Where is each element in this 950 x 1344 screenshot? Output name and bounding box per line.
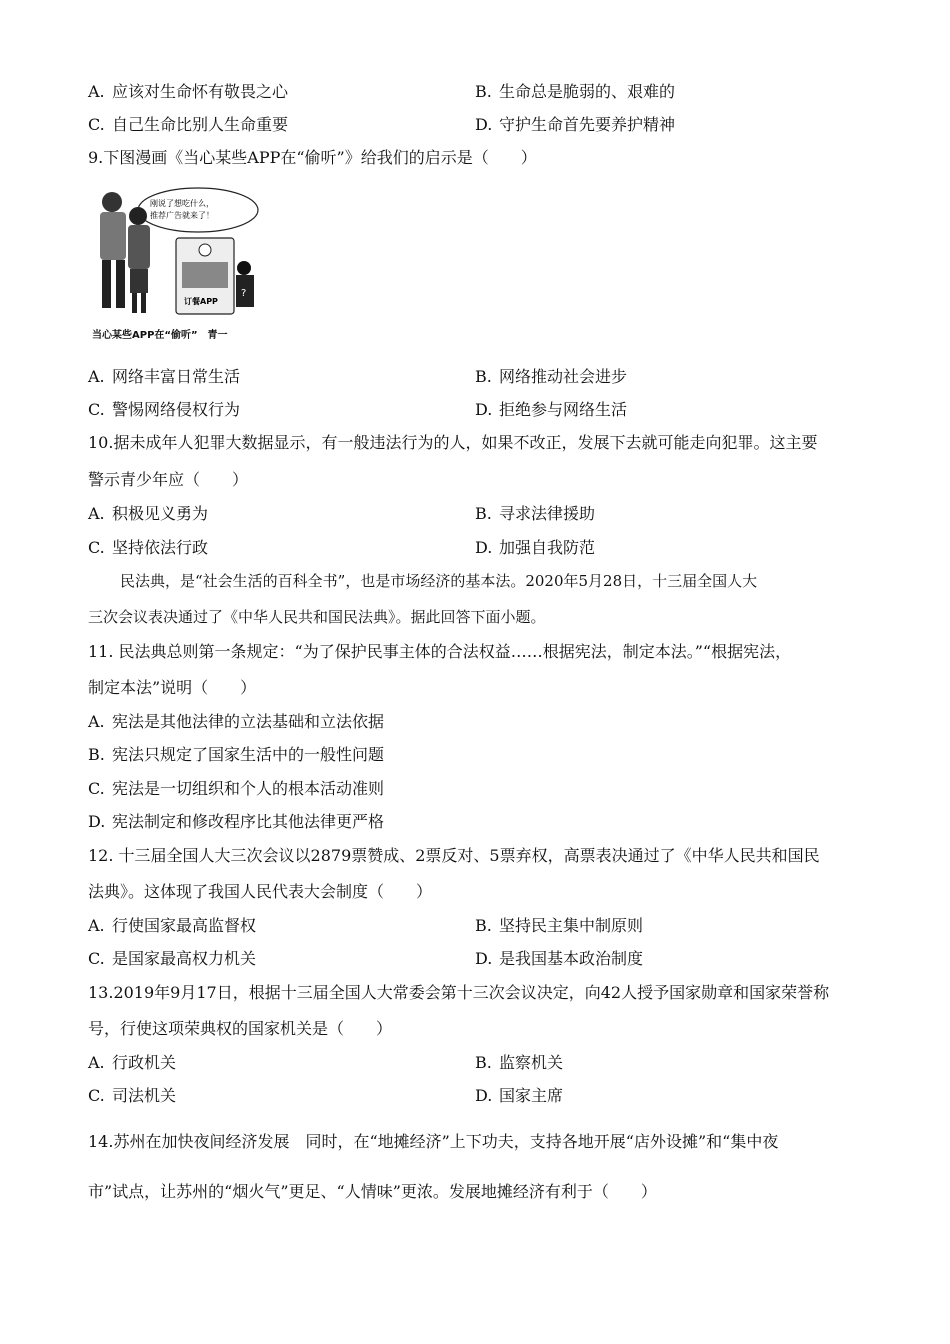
q9-option-a [88, 367, 240, 387]
q12-stem-line-2: 法典》。这体现了我国人民代表大会制度（ ） [88, 882, 433, 901]
option-text: 应该对生命怀有敬畏之心 [112, 82, 289, 101]
q11-option-d [88, 812, 384, 832]
bubble-text-2: 推荐广告就来了！ [150, 211, 214, 220]
q11-option-a [88, 712, 384, 732]
q12-option-a [88, 916, 256, 936]
option-text: 拒绝参与网络生活 [499, 400, 628, 419]
q13-option-a [88, 1053, 176, 1073]
option-letter: C. [88, 1086, 105, 1105]
passage-line-2: 三次会议表决通过了《中华人民共和国民法典》。据此回答下面小题。 [88, 608, 546, 626]
option-text: 国家主席 [499, 1086, 564, 1105]
option-letter: D. [475, 115, 493, 134]
option-text: 生命总是脆弱的、艰难的 [499, 82, 676, 101]
q8-option-a [88, 82, 288, 102]
option-text: 加强自我防范 [499, 538, 596, 557]
option-letter: B. [475, 1053, 492, 1072]
q11-option-b [88, 745, 384, 765]
q10-option-d [475, 538, 595, 558]
option-text: 网络丰富日常生活 [112, 367, 241, 386]
option-text: 宪法只规定了国家生活中的一般性问题 [112, 745, 385, 764]
option-text: 宪法是其他法律的立法基础和立法依据 [112, 712, 385, 731]
q8-option-c [88, 115, 288, 135]
q10-option-a [88, 504, 208, 524]
option-text: 自己生命比别人生命重要 [112, 115, 289, 134]
option-letter: C. [88, 400, 105, 419]
option-letter: A. [88, 712, 105, 731]
q10-option-c [88, 538, 208, 558]
option-letter: D. [475, 1086, 493, 1105]
bubble-text-1: 刚说了想吃什么， [150, 199, 214, 208]
option-text: 行政机关 [112, 1053, 177, 1072]
option-text: 寻求法律援助 [499, 504, 596, 523]
option-text: 行使国家最高监督权 [112, 916, 257, 935]
option-text: 积极见义勇为 [112, 504, 209, 523]
option-text: 司法机关 [112, 1086, 177, 1105]
q12-option-d [475, 949, 643, 969]
option-letter: A. [88, 916, 105, 935]
option-text: 是我国基本政治制度 [499, 949, 644, 968]
option-letter: A. [88, 504, 105, 523]
option-text: 坚持依法行政 [112, 538, 209, 557]
app-label: 订餐APP [184, 297, 218, 306]
q14-stem-line-2: 市”试点，让苏州的“烟火气”更足、“人情味”更浓。发展地摊经济有利于（ ） [88, 1182, 657, 1201]
q9-option-b [475, 367, 627, 387]
option-letter: C. [88, 949, 105, 968]
q13-option-c [88, 1086, 176, 1106]
option-letter: B. [88, 745, 105, 764]
option-text: 监察机关 [499, 1053, 564, 1072]
option-letter: D. [475, 949, 493, 968]
q12-option-b [475, 916, 643, 936]
option-letter: B. [475, 82, 492, 101]
option-letter: B. [475, 504, 492, 523]
option-letter: D. [475, 538, 493, 557]
q13-option-b [475, 1053, 563, 1073]
q9-cartoon-image [88, 182, 264, 342]
cartoon-caption: 当心某些APP在“偷听” 青一 [92, 330, 228, 341]
option-text: 宪法制定和修改程序比其他法律更严格 [112, 812, 385, 831]
option-text: 是国家最高权力机关 [112, 949, 257, 968]
q9-option-d [475, 400, 627, 420]
q10-stem-line-1: 10.据未成年人犯罪大数据显示，有一般违法行为的人，如果不改正，发展下去就可能走向犯罪。这主要 [88, 433, 818, 452]
option-letter: D. [88, 812, 106, 831]
q10-option-b [475, 504, 595, 524]
option-text: 警惕网络侵权行为 [112, 400, 241, 419]
option-letter: B. [475, 367, 492, 386]
q8-option-b [475, 82, 675, 102]
option-text: 守护生命首先要养护精神 [499, 115, 676, 134]
q10-stem-line-2: 警示青少年应（ ） [88, 470, 249, 489]
q12-option-c [88, 949, 256, 969]
q13-stem-line-2: 号，行使这项荣典权的国家机关是（ ） [88, 1019, 393, 1038]
option-letter: C. [88, 115, 105, 134]
q13-stem-line-1: 13.2019年9月17日，根据十三届全国人大常委会第十三次会议决定，向42人授予国家勋章和国家荣誉称 [88, 983, 830, 1002]
option-letter: C. [88, 538, 105, 557]
option-letter: A. [88, 1053, 105, 1072]
q9-option-c [88, 400, 240, 420]
q9-stem: 9.下图漫画《当心某些APP在“偷听”》给我们的启示是（ ） [88, 148, 537, 167]
option-text: 坚持民主集中制原则 [499, 916, 644, 935]
option-letter: C. [88, 779, 105, 798]
q13-option-d [475, 1086, 563, 1106]
q12-stem-line-1: 12. 十三届全国人大三次会议以2879票赞成、2票反对、5票弃权，高票表决通过了《中华人民共和国民 [88, 846, 820, 865]
q11-stem-line-1: 11. 民法典总则第一条规定：“为了保护民事主体的合法权益……根据宪法，制定本法。”“根据宪法， [88, 642, 792, 661]
q14-stem-line-1: 14.苏州在加快夜间经济发展 同时，在“地摊经济”上下功夫，支持各地开展“店外设摊”和“集中夜 [88, 1132, 779, 1151]
q11-stem-line-2: 制定本法”说明（ ） [88, 678, 257, 697]
svg-text:?: ? [241, 288, 247, 299]
option-letter: D. [475, 400, 493, 419]
option-letter: B. [475, 916, 492, 935]
option-letter: A. [88, 367, 105, 386]
q8-option-d [475, 115, 675, 135]
q11-option-c [88, 779, 384, 799]
option-letter: A. [88, 82, 105, 101]
passage-line-1: 民法典，是“社会生活的百科全书”，也是市场经济的基本法。2020年5月28日，十三届全国人大 [120, 572, 758, 590]
option-text: 宪法是一切组织和个人的根本活动准则 [112, 779, 385, 798]
option-text: 网络推动社会进步 [499, 367, 628, 386]
